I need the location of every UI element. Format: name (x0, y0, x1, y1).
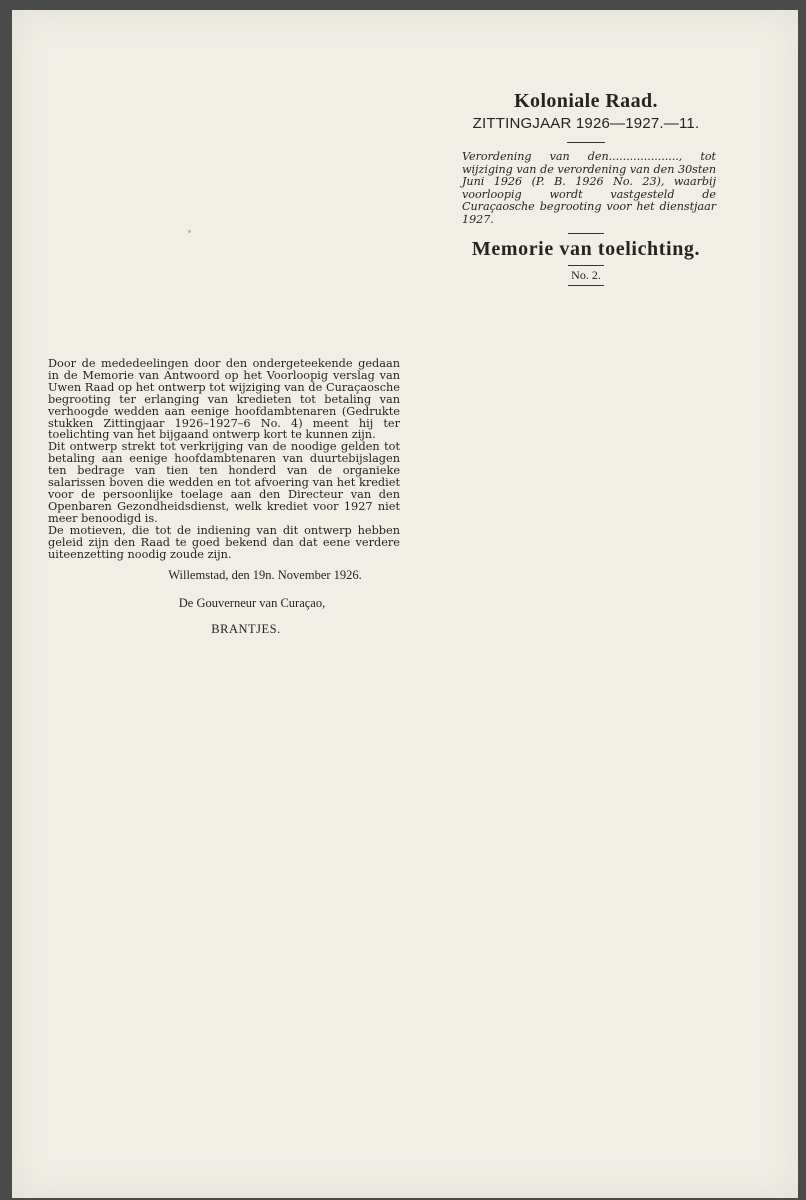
explanation-body (48, 358, 400, 560)
divider (568, 285, 604, 286)
signatory-role: De Gouverneur van Curaçao, (178, 596, 326, 610)
paper-speck (188, 230, 191, 233)
document-number: No. 2. (571, 267, 601, 282)
paragraph: Door de mededeelingen door den ondergeteekende gedaan in de Memorie van Antwoord op het Voorloopig verslag van Uwen Raad op het ontwerp tot wijziging van de Curaçaosche begrooting ter erlanging van kredieten tot betaling van verhoogde wedden aan eenige hoofdambtenaren (Gedrukte stukken Zittingjaar 1926–1927–6 No. 4) meent hij ter toelichting van het bijgaand ontwerp kort te kunnen zijn. (48, 357, 400, 442)
council-title: Koloniale Raad. (514, 90, 658, 112)
paragraph: De motieven, die tot de indiening van dit ontwerp hebben geleid zijn den Raad te goed bekend dan dat eene verdere uiteenzetting noodig zoude zijn. (48, 523, 400, 561)
divider (568, 233, 604, 234)
ordinance-description: Verordening van den...................., tot wijziging van de verordening van den 30sten Juni 1926 (P. B. 1926 No. 23), waarbij voorloopig wordt vastgesteld de Curaçaosche begrooting voor het dienstjaar 1927. (462, 150, 716, 226)
divider (567, 142, 605, 143)
place-date: Willemstad, den 19n. November 1926. (168, 568, 362, 582)
document-header (450, 90, 722, 286)
paragraph: Dit ontwerp strekt tot verkrijging van de noodige gelden tot betaling aan eenige hoofdambtenaren van duurtebijslagen ten bedrage van tien ten honderd van de organieke salarissen boven die wedden en tot afvoering van het krediet voor de persoonlijke toelage aan den Directeur van den Openbaren Gezondheidsdienst, welk krediet voor 1927 niet meer benoodigd is. (48, 440, 400, 525)
memorie-title: Memorie van toelichting. (471, 237, 701, 260)
document-page (12, 10, 798, 1198)
session-year: ZITTINGJAAR 1926—1927.—11. (472, 115, 700, 132)
divider (568, 265, 604, 266)
signatory-name: BRANTJES. (211, 622, 281, 636)
